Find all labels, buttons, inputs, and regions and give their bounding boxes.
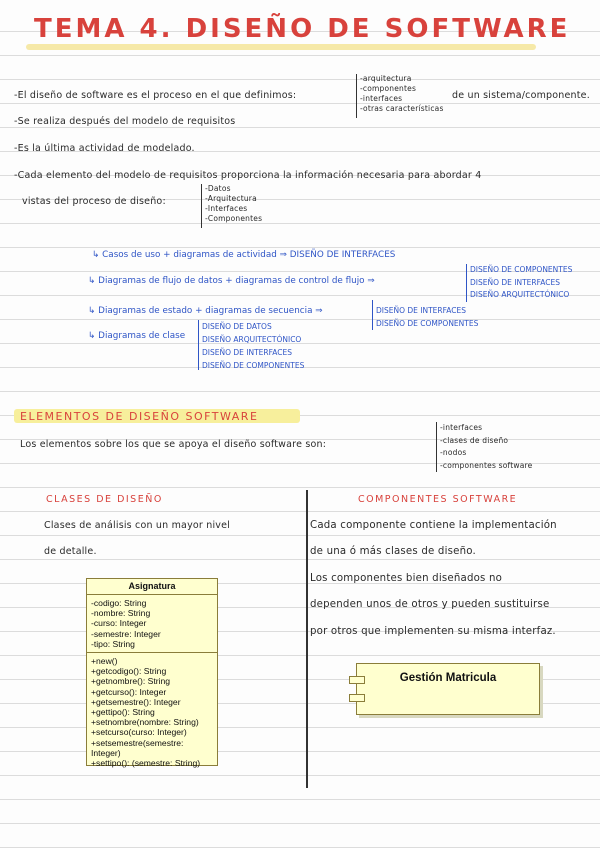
- views-list: [205, 184, 262, 224]
- mapping-1: ↳ Casos de uso + diagramas de actividad ⇒ DISEÑO DE INTERFACES: [92, 250, 396, 260]
- intro-line-3: -Es la última actividad de modelado.: [14, 143, 195, 154]
- view-item: -Componentes: [205, 214, 263, 223]
- element-item: -componentes software: [440, 460, 533, 470]
- design-classes-line-2: de detalle.: [44, 546, 97, 557]
- uml-method: +settipo(): (semestre: String): [91, 758, 201, 769]
- components-line-1: Cada componente contiene la implementación: [310, 520, 557, 531]
- view-item: -Arquitectura: [205, 194, 257, 203]
- mapping-3: ↳ Diagramas de estado + diagramas de secuencia ⇒: [88, 306, 323, 316]
- intro-line-2: -Se realiza después del modelo de requisitos: [14, 116, 236, 127]
- uml-attribute: -nombre: String: [91, 608, 151, 619]
- mapping-item: DISEÑO DE INTERFACES: [202, 348, 292, 357]
- mapping-item: DISEÑO DE COMPONENTES: [470, 265, 573, 274]
- brace-define: [356, 74, 357, 118]
- uml-method: +getsemestre(): Integer: [91, 696, 181, 707]
- uml-method: +getcurso(): Integer: [91, 686, 167, 697]
- uml-method: +new(): [91, 656, 118, 667]
- uml-attribute: -curso: Integer: [91, 618, 147, 629]
- uml-class-name: Asignatura: [87, 579, 217, 595]
- uml-methods: [87, 653, 217, 771]
- brace-elements: [436, 422, 437, 472]
- mapping-4: ↳ Diagramas de clase: [88, 331, 186, 341]
- uml-method: +setnombre(nombre: String): [91, 717, 199, 728]
- components-line-3: Los componentes bien diseñados no: [310, 573, 503, 584]
- heading-design-classes: CLASES DE DISEÑO: [46, 494, 163, 505]
- elements-text: Los elementos sobre los que se apoya el diseño software son:: [20, 439, 327, 450]
- view-item: -Interfaces: [205, 204, 248, 213]
- brace-views: [201, 184, 202, 228]
- mapping-item: DISEÑO DE DATOS: [202, 322, 272, 331]
- component-name: Gestión Matricula: [399, 672, 497, 684]
- intro-line-4a: -Cada elemento del modelo de requisitos proporciona la información necesaria para abordar 4: [14, 170, 482, 181]
- uml-method: +getnombre(): String: [91, 676, 171, 687]
- intro-line-1-suffix: de un sistema/componente.: [452, 90, 590, 101]
- uml-attribute: -semestre: Integer: [91, 628, 161, 639]
- mapping-item: DISEÑO DE COMPONENTES: [376, 319, 479, 328]
- components-line-4: dependen unos de otros y pueden sustituirse: [310, 599, 550, 610]
- mapping-2-list: [470, 264, 572, 302]
- title-highlight: [26, 44, 536, 50]
- section-title-elements: ELEMENTOS DE DISEÑO SOFTWARE: [20, 410, 259, 423]
- mapping-item: DISEÑO DE INTERFACES: [470, 277, 560, 287]
- mapping-item: DISEÑO DE COMPONENTES: [202, 361, 305, 370]
- intro-line-4b: vistas del proceso de diseño:: [22, 196, 166, 207]
- element-item: -clases de diseño: [440, 435, 509, 445]
- mapping-item: DISEÑO DE INTERFACES: [376, 306, 466, 315]
- element-item: -interfaces: [440, 423, 483, 432]
- uml-attributes: [87, 595, 217, 653]
- define-item: -arquitectura: [360, 74, 412, 83]
- mapping-3-list: [376, 304, 478, 330]
- intro-line-1: -El diseño de software es el proceso en el que definimos:: [14, 90, 297, 101]
- column-divider: [306, 490, 308, 788]
- components-line-5: por otros que implementen su misma interfaz.: [310, 626, 556, 637]
- brace-mapping-3: [372, 300, 373, 330]
- design-classes-line-1: Clases de análisis con un mayor nivel: [44, 520, 230, 531]
- mapping-item: DISEÑO ARQUITECTÓNICO: [202, 335, 302, 344]
- uml-method: +setsemestre(semestre: Integer): [91, 737, 184, 758]
- brace-mapping-2: [466, 264, 467, 302]
- page-title: TEMA 4. DISEÑO DE SOFTWARE: [34, 14, 571, 44]
- define-list: [360, 74, 444, 114]
- heading-software-components: COMPONENTES SOFTWARE: [358, 494, 518, 505]
- define-item: -componentes: [360, 84, 417, 93]
- mapping-4-list: [202, 320, 304, 372]
- components-line-2: de una ó más clases de diseño.: [310, 546, 476, 557]
- uml-component-box: [356, 663, 540, 715]
- uml-method: +gettipo(): String: [91, 707, 155, 718]
- define-item: -interfaces: [360, 94, 403, 103]
- define-item: -otras características: [360, 104, 444, 113]
- mapping-2: ↳ Diagramas de flujo de datos + diagramas de control de flujo ⇒: [88, 276, 375, 286]
- uml-attribute: -codigo: String: [91, 598, 147, 608]
- element-item: -nodos: [440, 448, 467, 457]
- uml-method: +getcodigo(): String: [91, 666, 167, 677]
- component-port-icon: [349, 676, 365, 684]
- brace-mapping-4: [198, 320, 199, 370]
- elements-list: [440, 422, 532, 472]
- component-port-icon: [349, 694, 365, 702]
- view-item: -Datos: [205, 184, 231, 193]
- mapping-item: DISEÑO ARQUITECTÓNICO: [470, 290, 570, 299]
- uml-class-box: [86, 578, 218, 769]
- uml-attribute: -tipo: String: [91, 638, 135, 649]
- uml-method: +setcurso(curso: Integer): [91, 727, 187, 738]
